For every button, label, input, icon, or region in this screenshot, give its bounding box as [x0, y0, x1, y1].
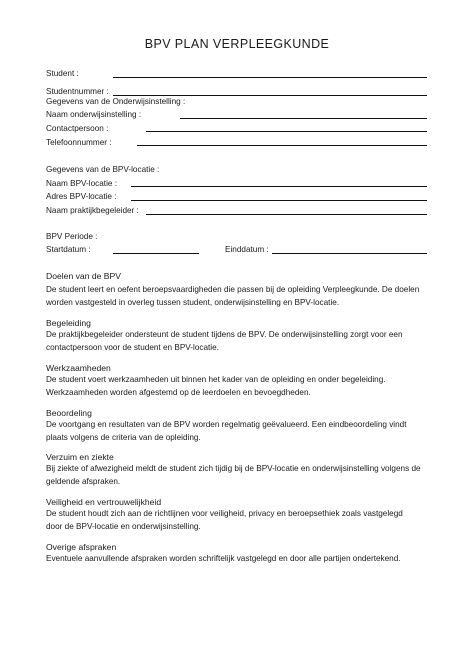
section-heading: Doelen van de BPV — [46, 271, 122, 281]
section-text: Bij ziekte of afwezigheid meldt de student zich tijdig bij de BPV-locatie en onderwijsinstelling volgens de geldende afspraken. — [46, 464, 421, 486]
section-heading: Begeleiding — [46, 318, 91, 328]
student-number-label: Studentnummer : — [46, 87, 109, 96]
student-label: Student : — [46, 69, 79, 78]
start-date-label: Startdatum : — [46, 245, 91, 254]
start-date-field-line[interactable] — [113, 253, 199, 254]
school-name-field-line[interactable] — [180, 118, 427, 119]
supervisor-field-line[interactable] — [146, 214, 427, 215]
bpv-location-section-label: Gegevens van de BPV-locatie : — [46, 165, 160, 174]
period-section-label: BPV Periode : — [46, 232, 98, 241]
section-heading: Overige afspraken — [46, 542, 117, 552]
section-heading: Veiligheid en vertrouwelijkheid — [46, 497, 162, 507]
section-heading: Beoordeling — [46, 408, 92, 418]
document-title: BPV PLAN VERPLEEGKUNDE — [144, 37, 330, 51]
student-number-field-line[interactable] — [113, 95, 427, 96]
phone-label: Telefoonnummer : — [46, 138, 112, 147]
bpv-location-name-label: Naam BPV-locatie : — [46, 179, 117, 188]
section-text: De student voert werkzaamheden uit binnen het kader van de opleiding en onder begeleiding. Werkzaamheden worden afgestemd op de leerdoelen en bevoegdheden. — [46, 375, 386, 397]
section-heading: Verzuim en ziekte — [46, 452, 114, 462]
bpv-location-address-field-line[interactable] — [131, 200, 427, 201]
contact-person-field-line[interactable] — [146, 131, 427, 132]
phone-field-line[interactable] — [137, 145, 427, 146]
section-text: Eventuele aanvullende afspraken worden schriftelijk vastgelegd en door alle partijen ondertekend. — [46, 554, 401, 563]
section-text: De voortgang en resultaten van de BPV worden regelmatig geëvalueerd. Een eindbeoordeling vindt plaats volgens de criteria van de opleiding. — [46, 420, 407, 442]
end-date-label: Einddatum : — [225, 245, 269, 254]
section-text: De student leert en oefent beroepsvaardigheden die passen bij de opleiding Verpleegkunde. De doelen worden vastgesteld in overleg tussen student, onderwijsinstelling en BPV-locatie. — [46, 285, 420, 307]
section-heading: Werkzaamheden — [46, 363, 111, 373]
end-date-field-line[interactable] — [272, 253, 427, 254]
supervisor-label: Naam praktijkbegeleider : — [46, 206, 139, 215]
section-text: De student houdt zich aan de richtlijnen voor veiligheid, privacy en beroepsethiek zoals vastgelegd door de BPV-locatie en onderwijsinstelling. — [46, 509, 403, 531]
bpv-location-address-label: Adres BPV-locatie : — [46, 192, 117, 201]
school-section-label: Gegevens van de Onderwijsinstelling : — [46, 97, 186, 106]
school-name-label: Naam onderwijsinstelling : — [46, 110, 142, 119]
student-field-line[interactable] — [113, 77, 427, 78]
bpv-location-name-field-line[interactable] — [131, 186, 427, 187]
contact-person-label: Contactpersoon : — [46, 124, 109, 133]
section-text: De praktijkbegeleider ondersteunt de student tijdens de BPV. De onderwijsinstelling zorgt voor een contactpersoon voor de student en BPV-locatie. — [46, 330, 403, 352]
